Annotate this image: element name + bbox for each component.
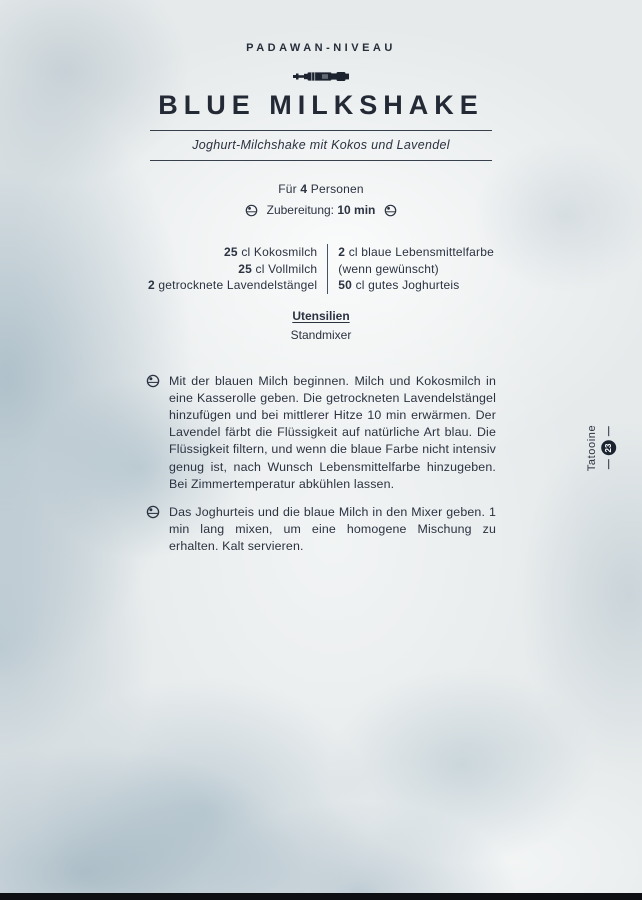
- ingredient-text: cl Vollmilch: [255, 261, 318, 276]
- ingredient-qty: 25: [224, 245, 238, 259]
- prep-time-text: [267, 203, 376, 217]
- servings-count: 4: [300, 182, 308, 196]
- page-number-badge: 23: [601, 441, 616, 456]
- ingredient-text: cl blaue Lebensmittelfarbe: [348, 245, 494, 259]
- step-text: Mit der blauen Milch beginnen. Milch und Kokosmilch in eine Kasserolle geben. Die getrockneten Lavendelstängel hinzufügen und bei mittlerer Hitze 10 min erwärmen. Der Lavendel färbt die Flüssigkeit auf natürliche Art blau. Die Flüssigkeit filtern, und wenn die blaue Farbe nicht intensiv genug ist, nach Wunsch Lebensmittelfarbe hinzugeben. Bei Zimmertemperatur abkühlen lassen.: [169, 373, 496, 491]
- page-bottom-edge: [0, 893, 642, 900]
- ingredient-row: [148, 244, 317, 261]
- chapter-location-label: Tatooine: [585, 424, 598, 472]
- recipe-title: BLUE MILKSHAKE: [158, 90, 484, 120]
- ingredient-row: [338, 261, 494, 278]
- ingredients-section: [0, 244, 642, 294]
- ingredient-text: cl gutes Joghurteis: [355, 278, 460, 292]
- tab-decorative-line: [608, 427, 609, 437]
- instructions-section: [146, 373, 496, 556]
- ingredient-row: [338, 277, 494, 294]
- chapter-tab-inner: [586, 425, 616, 471]
- ingredient-text: cl Kokosmilch: [241, 245, 318, 259]
- ingredients-left-column: [148, 244, 327, 294]
- ingredient-qty: 2: [148, 278, 155, 292]
- difficulty-level-label: PADAWAN-NIVEAU: [246, 42, 396, 54]
- prep-label: Zubereitung:: [266, 203, 335, 217]
- lightsaber-icon: [0, 70, 642, 84]
- ingredient-text: getrocknete Lavendelstängel: [158, 278, 318, 292]
- ingredient-row: [148, 277, 317, 294]
- recipe-meta: [0, 182, 642, 217]
- ingredient-qty: 50: [338, 278, 353, 292]
- utensils-section: [0, 309, 642, 342]
- servings-suffix: Personen: [310, 182, 364, 196]
- prep-time-row: [0, 203, 642, 217]
- tab-decorative-line: [608, 460, 609, 470]
- ingredient-row: [338, 244, 494, 261]
- recipe-subtitle: Joghurt-Milchshake mit Kokos und Lavendel: [150, 130, 492, 161]
- ingredient-row: [148, 261, 317, 278]
- death-star-icon: [146, 374, 160, 388]
- utensil-item: Standmixer: [290, 327, 352, 342]
- servings-text: [0, 182, 642, 196]
- page-number-row: [601, 427, 616, 470]
- death-star-icon: [245, 204, 258, 217]
- ingredients-right-column: [328, 244, 494, 294]
- ingredient-qty: 25: [238, 261, 252, 276]
- ingredient-qty: 2: [338, 245, 346, 259]
- utensils-heading: Utensilien: [292, 308, 350, 323]
- death-star-icon: [384, 204, 397, 217]
- servings-prefix: Für: [278, 182, 297, 196]
- ingredient-text: (wenn gewünscht): [338, 261, 439, 276]
- step-text: Das Joghurteis und die blaue Milch in den Mixer geben. 1 min lang mixen, um eine homogene Mischung zu erhalten. Kalt servieren.: [169, 504, 496, 554]
- prep-time-value: 10 min: [337, 203, 376, 217]
- death-star-icon: [146, 505, 160, 519]
- step: [146, 373, 496, 493]
- chapter-tab: [565, 412, 637, 484]
- step: [146, 504, 496, 556]
